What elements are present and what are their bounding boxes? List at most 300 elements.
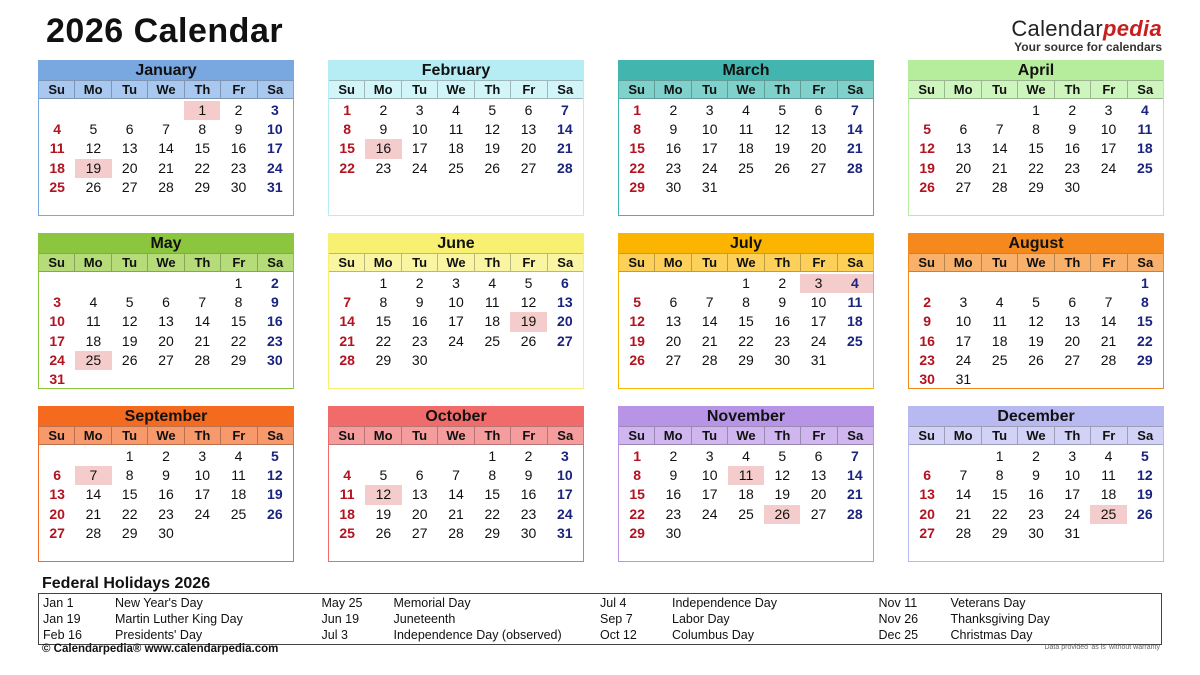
- day-cell[interactable]: 24: [194, 505, 211, 522]
- day-cell[interactable]: 28: [701, 351, 718, 368]
- day-cell[interactable]: 3: [560, 448, 569, 464]
- day-cell[interactable]: 14: [194, 313, 211, 330]
- day-cell[interactable]: 19: [1028, 332, 1044, 349]
- day-cell[interactable]: 18: [738, 140, 754, 157]
- day-cell[interactable]: 3: [959, 294, 968, 311]
- day-cell[interactable]: 10: [701, 467, 718, 484]
- day-cell[interactable]: 20: [158, 332, 174, 349]
- day-cell[interactable]: 17: [1064, 486, 1081, 503]
- day-cell[interactable]: 18: [230, 486, 247, 503]
- day-cell[interactable]: 27: [955, 178, 972, 195]
- day-cell[interactable]: 28: [847, 505, 863, 522]
- holiday-day-cell[interactable]: 7: [75, 466, 111, 485]
- day-cell[interactable]: 24: [810, 332, 827, 349]
- day-cell[interactable]: 26: [375, 524, 392, 541]
- day-cell[interactable]: 12: [774, 467, 791, 484]
- day-cell[interactable]: 3: [415, 102, 424, 118]
- day-cell[interactable]: 8: [1032, 121, 1040, 138]
- day-cell[interactable]: 27: [810, 159, 827, 176]
- day-cell[interactable]: 4: [452, 102, 460, 118]
- day-cell[interactable]: 27: [919, 524, 935, 541]
- day-cell[interactable]: 5: [270, 448, 279, 464]
- day-cell[interactable]: 25: [1137, 159, 1153, 176]
- day-cell[interactable]: 13: [121, 140, 138, 157]
- day-cell[interactable]: 15: [230, 313, 247, 330]
- day-cell[interactable]: 30: [919, 370, 935, 387]
- day-cell[interactable]: 25: [847, 332, 863, 349]
- day-cell[interactable]: 20: [919, 505, 935, 522]
- day-cell[interactable]: 23: [230, 159, 247, 176]
- day-cell[interactable]: 22: [738, 332, 754, 349]
- day-cell[interactable]: 13: [955, 140, 972, 157]
- day-cell[interactable]: 12: [121, 313, 138, 330]
- day-cell[interactable]: 3: [270, 102, 279, 118]
- day-cell[interactable]: 21: [194, 332, 211, 349]
- day-cell[interactable]: 2: [234, 102, 243, 118]
- day-cell[interactable]: 14: [158, 140, 174, 157]
- holiday-day-cell[interactable]: 16: [365, 139, 401, 158]
- day-cell[interactable]: 25: [738, 505, 754, 522]
- day-cell[interactable]: 2: [524, 448, 533, 464]
- day-cell[interactable]: 30: [665, 178, 682, 195]
- day-cell[interactable]: 8: [633, 121, 642, 138]
- day-cell[interactable]: 11: [738, 121, 754, 138]
- day-cell[interactable]: 28: [158, 178, 174, 195]
- day-cell[interactable]: 14: [448, 486, 464, 503]
- day-cell[interactable]: 12: [629, 313, 645, 330]
- day-cell[interactable]: 31: [955, 370, 972, 387]
- day-cell[interactable]: 10: [810, 294, 827, 311]
- day-cell[interactable]: 7: [705, 294, 714, 311]
- day-cell[interactable]: 31: [701, 178, 718, 195]
- day-cell[interactable]: 11: [1101, 467, 1116, 484]
- day-cell[interactable]: 6: [162, 294, 170, 311]
- day-cell[interactable]: 18: [738, 486, 754, 503]
- day-cell[interactable]: 8: [488, 467, 497, 484]
- day-cell[interactable]: 1: [633, 448, 642, 464]
- day-cell[interactable]: 25: [991, 351, 1008, 368]
- day-cell[interactable]: 20: [665, 332, 682, 349]
- day-cell[interactable]: 13: [557, 294, 573, 311]
- day-cell[interactable]: 10: [267, 121, 283, 138]
- day-cell[interactable]: 10: [1064, 467, 1081, 484]
- day-cell[interactable]: 10: [1100, 121, 1117, 138]
- day-cell[interactable]: 16: [230, 140, 247, 157]
- holiday-day-cell[interactable]: 19: [75, 159, 111, 178]
- holiday-day-cell[interactable]: 12: [365, 485, 401, 504]
- day-cell[interactable]: 4: [234, 448, 243, 464]
- day-cell[interactable]: 28: [194, 351, 211, 368]
- day-cell[interactable]: 13: [810, 467, 827, 484]
- day-cell[interactable]: 20: [520, 140, 537, 157]
- day-cell[interactable]: 26: [267, 505, 283, 522]
- day-cell[interactable]: 7: [343, 294, 352, 311]
- day-cell[interactable]: 12: [1028, 313, 1044, 330]
- day-cell[interactable]: 30: [411, 351, 428, 368]
- day-cell[interactable]: 17: [701, 140, 718, 157]
- day-cell[interactable]: 5: [524, 275, 533, 291]
- day-cell[interactable]: 9: [1068, 121, 1077, 138]
- day-cell[interactable]: 27: [520, 159, 537, 176]
- day-cell[interactable]: 6: [669, 294, 678, 311]
- day-cell[interactable]: 21: [1100, 332, 1117, 349]
- day-cell[interactable]: 6: [125, 121, 134, 138]
- day-cell[interactable]: 19: [1137, 486, 1153, 503]
- day-cell[interactable]: 5: [778, 102, 787, 118]
- day-cell[interactable]: 2: [379, 102, 388, 118]
- day-cell[interactable]: 15: [629, 486, 645, 503]
- day-cell[interactable]: 25: [230, 505, 247, 522]
- day-cell[interactable]: 10: [701, 121, 718, 138]
- day-cell[interactable]: 12: [267, 467, 283, 484]
- day-cell[interactable]: 20: [557, 313, 573, 330]
- day-cell[interactable]: 22: [1028, 159, 1044, 176]
- day-cell[interactable]: 24: [1064, 505, 1081, 522]
- day-cell[interactable]: 17: [411, 140, 428, 157]
- day-cell[interactable]: 6: [814, 102, 823, 118]
- day-cell[interactable]: 14: [701, 313, 718, 330]
- day-cell[interactable]: 30: [158, 524, 174, 541]
- day-cell[interactable]: 31: [810, 351, 827, 368]
- day-cell[interactable]: 17: [810, 313, 827, 330]
- day-cell[interactable]: 14: [847, 467, 863, 484]
- day-cell[interactable]: 20: [810, 140, 827, 157]
- day-cell[interactable]: 18: [49, 159, 65, 176]
- day-cell[interactable]: 13: [158, 313, 174, 330]
- day-cell[interactable]: 3: [53, 294, 62, 311]
- day-cell[interactable]: 22: [230, 332, 247, 349]
- day-cell[interactable]: 7: [995, 121, 1004, 138]
- day-cell[interactable]: 13: [49, 486, 65, 503]
- day-cell[interactable]: 2: [669, 102, 678, 118]
- day-cell[interactable]: 21: [991, 159, 1008, 176]
- day-cell[interactable]: 27: [121, 178, 138, 195]
- day-cell[interactable]: 1: [1032, 102, 1040, 118]
- day-cell[interactable]: 27: [810, 505, 827, 522]
- day-cell[interactable]: 19: [267, 486, 283, 503]
- holiday-day-cell[interactable]: 26: [764, 505, 800, 524]
- day-cell[interactable]: 10: [411, 121, 428, 138]
- day-cell[interactable]: 27: [665, 351, 682, 368]
- day-cell[interactable]: 24: [448, 332, 464, 349]
- day-cell[interactable]: 30: [665, 524, 682, 541]
- day-cell[interactable]: 20: [810, 486, 827, 503]
- day-cell[interactable]: 9: [234, 121, 243, 138]
- day-cell[interactable]: 3: [198, 448, 207, 464]
- day-cell[interactable]: 15: [194, 140, 211, 157]
- day-cell[interactable]: 16: [520, 486, 537, 503]
- day-cell[interactable]: 21: [158, 159, 174, 176]
- day-cell[interactable]: 29: [230, 351, 247, 368]
- day-cell[interactable]: 16: [158, 486, 174, 503]
- day-cell[interactable]: 26: [1028, 351, 1044, 368]
- day-cell[interactable]: 18: [85, 332, 102, 349]
- day-cell[interactable]: 31: [49, 370, 65, 387]
- day-cell[interactable]: 17: [557, 486, 573, 503]
- day-cell[interactable]: 22: [194, 159, 211, 176]
- day-cell[interactable]: 10: [49, 313, 65, 330]
- day-cell[interactable]: 7: [850, 448, 859, 464]
- day-cell[interactable]: 23: [158, 505, 174, 522]
- day-cell[interactable]: 4: [995, 294, 1004, 311]
- day-cell[interactable]: 9: [270, 294, 279, 311]
- day-cell[interactable]: 15: [629, 140, 645, 157]
- day-cell[interactable]: 24: [49, 351, 65, 368]
- day-cell[interactable]: 12: [484, 121, 501, 138]
- day-cell[interactable]: 21: [701, 332, 718, 349]
- day-cell[interactable]: 20: [121, 159, 138, 176]
- day-cell[interactable]: 17: [49, 332, 65, 349]
- day-cell[interactable]: 18: [991, 332, 1008, 349]
- day-cell[interactable]: 9: [669, 467, 678, 484]
- day-cell[interactable]: 22: [629, 159, 645, 176]
- day-cell[interactable]: 17: [955, 332, 972, 349]
- day-cell[interactable]: 2: [923, 294, 932, 311]
- day-cell[interactable]: 2: [669, 448, 678, 464]
- day-cell[interactable]: 23: [375, 159, 392, 176]
- day-cell[interactable]: 21: [339, 332, 355, 349]
- day-cell[interactable]: 31: [267, 178, 283, 195]
- day-cell[interactable]: 8: [742, 294, 750, 311]
- day-cell[interactable]: 27: [557, 332, 573, 349]
- day-cell[interactable]: 8: [1140, 294, 1149, 311]
- day-cell[interactable]: 23: [665, 505, 682, 522]
- day-cell[interactable]: 6: [53, 467, 62, 484]
- day-cell[interactable]: 26: [919, 178, 935, 195]
- day-cell[interactable]: 3: [1068, 448, 1077, 464]
- day-cell[interactable]: 13: [919, 486, 935, 503]
- holiday-day-cell[interactable]: 3: [800, 274, 836, 293]
- day-cell[interactable]: 20: [1064, 332, 1081, 349]
- day-cell[interactable]: 29: [194, 178, 211, 195]
- day-cell[interactable]: 27: [411, 524, 428, 541]
- day-cell[interactable]: 23: [1028, 505, 1044, 522]
- day-cell[interactable]: 9: [778, 294, 787, 311]
- day-cell[interactable]: 2: [415, 275, 424, 291]
- day-cell[interactable]: 13: [810, 121, 827, 138]
- day-cell[interactable]: 11: [992, 313, 1007, 330]
- day-cell[interactable]: 1: [1140, 275, 1149, 291]
- day-cell[interactable]: 20: [49, 505, 65, 522]
- day-cell[interactable]: 6: [524, 102, 533, 118]
- day-cell[interactable]: 26: [484, 159, 501, 176]
- day-cell[interactable]: 4: [1140, 102, 1149, 118]
- day-cell[interactable]: 14: [847, 121, 863, 138]
- day-cell[interactable]: 5: [89, 121, 98, 138]
- day-cell[interactable]: 28: [85, 524, 102, 541]
- day-cell[interactable]: 5: [1032, 294, 1040, 311]
- day-cell[interactable]: 23: [267, 332, 283, 349]
- day-cell[interactable]: 15: [484, 486, 501, 503]
- day-cell[interactable]: 26: [121, 351, 138, 368]
- day-cell[interactable]: 28: [955, 524, 972, 541]
- day-cell[interactable]: 14: [955, 486, 972, 503]
- day-cell[interactable]: 9: [1032, 467, 1040, 484]
- day-cell[interactable]: 27: [158, 351, 174, 368]
- day-cell[interactable]: 22: [629, 505, 645, 522]
- day-cell[interactable]: 30: [267, 351, 283, 368]
- day-cell[interactable]: 12: [1137, 467, 1153, 484]
- day-cell[interactable]: 2: [270, 275, 279, 291]
- day-cell[interactable]: 3: [705, 102, 714, 118]
- day-cell[interactable]: 7: [850, 102, 859, 118]
- day-cell[interactable]: 24: [557, 505, 573, 522]
- day-cell[interactable]: 26: [629, 351, 645, 368]
- holiday-day-cell[interactable]: 4: [837, 274, 873, 293]
- day-cell[interactable]: 3: [705, 448, 714, 464]
- footer-copyright[interactable]: © Calendarpedia® www.calendarpedia.com: [42, 643, 279, 655]
- day-cell[interactable]: 13: [665, 313, 682, 330]
- day-cell[interactable]: 16: [1028, 486, 1044, 503]
- day-cell[interactable]: 5: [1140, 448, 1149, 464]
- day-cell[interactable]: 6: [814, 448, 823, 464]
- day-cell[interactable]: 19: [774, 140, 791, 157]
- day-cell[interactable]: 10: [194, 467, 211, 484]
- day-cell[interactable]: 9: [415, 294, 424, 311]
- day-cell[interactable]: 25: [738, 159, 754, 176]
- day-cell[interactable]: 30: [1028, 524, 1044, 541]
- day-cell[interactable]: 5: [633, 294, 642, 311]
- day-cell[interactable]: 11: [339, 486, 355, 503]
- day-cell[interactable]: 19: [774, 486, 791, 503]
- day-cell[interactable]: 1: [488, 448, 497, 464]
- day-cell[interactable]: 27: [1064, 351, 1081, 368]
- day-cell[interactable]: 24: [411, 159, 428, 176]
- day-cell[interactable]: 26: [1137, 505, 1153, 522]
- day-cell[interactable]: 9: [923, 313, 932, 330]
- day-cell[interactable]: 15: [1137, 313, 1153, 330]
- day-cell[interactable]: 15: [1028, 140, 1044, 157]
- day-cell[interactable]: 16: [665, 140, 682, 157]
- day-cell[interactable]: 22: [375, 332, 392, 349]
- day-cell[interactable]: 19: [121, 332, 138, 349]
- day-cell[interactable]: 18: [339, 505, 355, 522]
- day-cell[interactable]: 3: [1104, 102, 1113, 118]
- day-cell[interactable]: 6: [560, 275, 569, 291]
- day-cell[interactable]: 15: [121, 486, 138, 503]
- day-cell[interactable]: 15: [339, 140, 355, 157]
- day-cell[interactable]: 8: [633, 467, 642, 484]
- day-cell[interactable]: 11: [847, 294, 863, 311]
- day-cell[interactable]: 11: [1137, 121, 1153, 138]
- day-cell[interactable]: 11: [448, 121, 464, 138]
- day-cell[interactable]: 12: [919, 140, 935, 157]
- day-cell[interactable]: 6: [1068, 294, 1077, 311]
- day-cell[interactable]: 19: [919, 159, 935, 176]
- day-cell[interactable]: 20: [411, 505, 428, 522]
- day-cell[interactable]: 9: [379, 121, 388, 138]
- day-cell[interactable]: 17: [1100, 140, 1117, 157]
- day-cell[interactable]: 15: [375, 313, 392, 330]
- day-cell[interactable]: 30: [774, 351, 791, 368]
- day-cell[interactable]: 25: [484, 332, 501, 349]
- day-cell[interactable]: 26: [774, 159, 791, 176]
- holiday-day-cell[interactable]: 25: [75, 351, 111, 370]
- day-cell[interactable]: 8: [125, 467, 134, 484]
- day-cell[interactable]: 10: [557, 467, 573, 484]
- day-cell[interactable]: 24: [267, 159, 283, 176]
- day-cell[interactable]: 12: [85, 140, 102, 157]
- day-cell[interactable]: 11: [231, 467, 246, 484]
- day-cell[interactable]: 29: [991, 524, 1008, 541]
- day-cell[interactable]: 19: [484, 140, 501, 157]
- day-cell[interactable]: 1: [379, 275, 388, 291]
- day-cell[interactable]: 7: [560, 102, 569, 118]
- holiday-day-cell[interactable]: 19: [510, 312, 546, 331]
- day-cell[interactable]: 7: [959, 467, 968, 484]
- day-cell[interactable]: 17: [194, 486, 211, 503]
- day-cell[interactable]: 8: [995, 467, 1004, 484]
- day-cell[interactable]: 28: [991, 178, 1008, 195]
- day-cell[interactable]: 29: [121, 524, 138, 541]
- day-cell[interactable]: 23: [1064, 159, 1081, 176]
- day-cell[interactable]: 30: [1064, 178, 1081, 195]
- day-cell[interactable]: 14: [339, 313, 355, 330]
- day-cell[interactable]: 2: [778, 275, 787, 291]
- day-cell[interactable]: 18: [1137, 140, 1153, 157]
- day-cell[interactable]: 7: [198, 294, 207, 311]
- day-cell[interactable]: 13: [520, 121, 537, 138]
- day-cell[interactable]: 13: [411, 486, 428, 503]
- day-cell[interactable]: 4: [53, 121, 62, 138]
- day-cell[interactable]: 11: [86, 313, 101, 330]
- day-cell[interactable]: 16: [919, 332, 935, 349]
- day-cell[interactable]: 1: [125, 448, 134, 464]
- day-cell[interactable]: 1: [234, 275, 243, 291]
- day-cell[interactable]: 27: [49, 524, 65, 541]
- day-cell[interactable]: 25: [448, 159, 464, 176]
- day-cell[interactable]: 3: [452, 275, 460, 291]
- day-cell[interactable]: 18: [484, 313, 501, 330]
- day-cell[interactable]: 16: [411, 313, 428, 330]
- day-cell[interactable]: 11: [485, 294, 500, 311]
- day-cell[interactable]: 18: [847, 313, 863, 330]
- day-cell[interactable]: 20: [955, 159, 972, 176]
- day-cell[interactable]: 22: [1137, 332, 1153, 349]
- day-cell[interactable]: 16: [665, 486, 682, 503]
- day-cell[interactable]: 7: [452, 467, 460, 484]
- day-cell[interactable]: 4: [742, 102, 750, 118]
- day-cell[interactable]: 22: [484, 505, 501, 522]
- day-cell[interactable]: 29: [375, 351, 392, 368]
- day-cell[interactable]: 16: [774, 313, 791, 330]
- day-cell[interactable]: 8: [198, 121, 207, 138]
- day-cell[interactable]: 19: [375, 505, 392, 522]
- day-cell[interactable]: 2: [1032, 448, 1040, 464]
- day-cell[interactable]: 28: [1100, 351, 1117, 368]
- day-cell[interactable]: 28: [847, 159, 863, 176]
- day-cell[interactable]: 30: [520, 524, 537, 541]
- holiday-day-cell[interactable]: 11: [728, 466, 764, 485]
- day-cell[interactable]: 29: [484, 524, 501, 541]
- day-cell[interactable]: 13: [1064, 313, 1081, 330]
- day-cell[interactable]: 26: [520, 332, 537, 349]
- day-cell[interactable]: 29: [1028, 178, 1044, 195]
- day-cell[interactable]: 28: [339, 351, 355, 368]
- day-cell[interactable]: 4: [488, 275, 497, 291]
- day-cell[interactable]: 10: [955, 313, 972, 330]
- day-cell[interactable]: 21: [557, 140, 573, 157]
- day-cell[interactable]: 24: [701, 159, 718, 176]
- day-cell[interactable]: 23: [520, 505, 537, 522]
- day-cell[interactable]: 23: [411, 332, 428, 349]
- day-cell[interactable]: 12: [520, 294, 537, 311]
- day-cell[interactable]: 28: [557, 159, 573, 176]
- day-cell[interactable]: 23: [774, 332, 791, 349]
- day-cell[interactable]: 6: [415, 467, 424, 484]
- day-cell[interactable]: 30: [230, 178, 247, 195]
- day-cell[interactable]: 24: [701, 505, 718, 522]
